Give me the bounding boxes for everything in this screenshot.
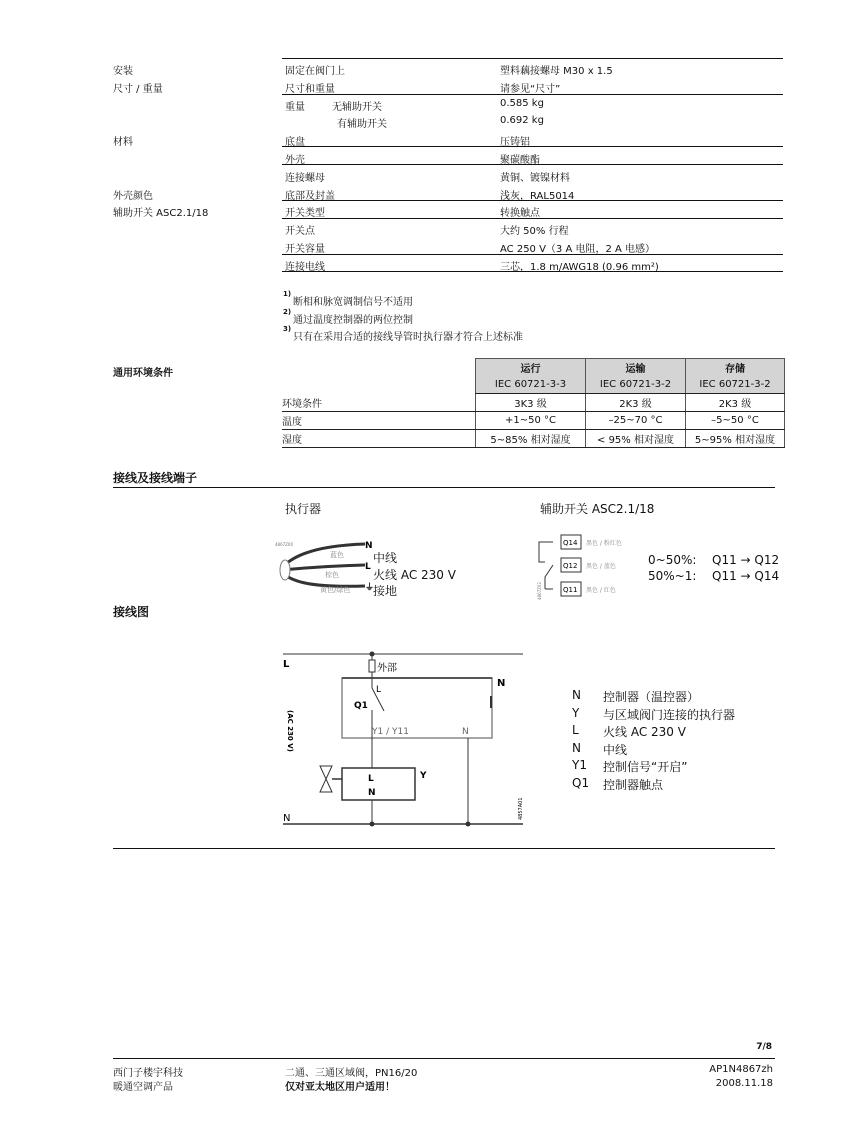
footer-date: 2008.11.18 [715,1078,773,1089]
terminal-Y1: Y1 / Y11 [372,727,409,737]
env-std: IEC 60721-3-2 [686,376,785,394]
terminal-label: Q14 [563,539,578,547]
terminal-label: L [365,562,371,572]
actuator-Y: Y [420,771,427,781]
env-table [282,358,785,448]
switch-map: Q11 → Q12 [712,553,780,567]
terminal-label: Q12 [563,562,578,570]
spec-item: 底盘 [285,137,305,149]
env-row-label: 环境条件 [282,394,476,412]
line-L: L [283,659,290,670]
controller-N: N [497,678,506,689]
wire-color: 黑色 / 红色 [586,587,616,594]
footer-docno: AP1N4867zh [709,1064,773,1075]
switch-range: 50%~1: [648,569,697,583]
figure-code: 4857A01 [518,797,524,820]
spec-subitem: 无辅助开关 [332,101,382,113]
footnote-text: 通过温度控制器的两位控制 [293,314,413,326]
footnote-mark: 2) [283,307,292,316]
spec-category: 辅助开关 ASC2.1/18 [113,208,209,220]
spec-item: 开关容量 [285,244,325,255]
section-heading-terminals: 接线及接线端子 [113,471,198,485]
env-col-operation: 运行 [476,359,586,377]
env-cell: –25~70 °C [586,412,686,430]
spec-value: 0.692 kg [500,115,544,127]
spec-value: 大约 50% 行程 [500,226,569,238]
spec-item: 底部及封盖 [285,190,335,202]
rule [282,58,783,59]
wire-color: 黑色 / 蓝色 [586,563,616,570]
figure-code: 4867Z00 [275,542,294,547]
footnote-text: 断相和脉宽调制信号不适用 [293,297,413,308]
env-std: IEC 60721-3-2 [586,376,686,394]
wire-color: 黑色 / 粉红色 [586,540,622,547]
aux-switch-title: 辅助开关 ASC2.1/18 [540,502,655,516]
legend-key: Q1 [572,775,590,790]
legend-key: Y [572,705,580,720]
legend-value: 控制器（温控器） [603,690,700,704]
env-col-storage: 存储 [686,359,785,377]
footer-rule [113,1058,775,1059]
switch-range: 0~50%: [648,553,697,567]
spec-value: 压铸铝 [500,137,530,149]
env-cell: 5~95% 相对湿度 [686,430,785,448]
env-row-label: 温度 [282,412,476,430]
legend-value: 中线 [603,742,628,757]
spec-value: 0.585 kg [500,97,544,109]
env-col-transport: 运输 [586,359,686,377]
terminal-label: Q11 [563,586,578,594]
env-cell: 5~85% 相对湿度 [476,430,586,448]
spec-category: 安装 [113,66,133,77]
spec-category: 材料 [113,137,133,149]
figure-code: 4867Z02 [537,581,542,600]
wire-color: 黄色/绿色 [320,586,351,594]
footnote-mark: 1) [283,290,292,298]
legend-value: 控制信号“开启” [603,760,688,774]
external-label: 外部 [377,663,397,674]
footer-division: 暖通空调产品 [113,1082,173,1093]
env-std: IEC 60721-3-3 [476,376,586,394]
spec-item: 固定在阀门上 [285,66,345,77]
env-cell: 2K3 级 [686,394,785,412]
env-cell: < 95% 相对湿度 [586,430,686,448]
spec-item: 重量 [285,101,305,113]
env-cell: 2K3 级 [586,394,686,412]
terminal-label: N [365,541,373,551]
wire-color: 棕色 [325,571,339,579]
legend-key: N [572,688,581,702]
legend-key: N [572,740,581,755]
rule [113,487,775,488]
legend-value: 与区域阀门连接的执行器 [603,707,736,722]
actuator-title: 执行器 [285,502,322,516]
wire-label: 中线 [373,551,398,565]
spec-value: 黄铜、镀镍材料 [500,172,570,184]
legend-value: 控制器触点 [603,777,664,792]
footer-product: 二通、三通区域阀，PN16/20 [285,1068,418,1079]
actuator-L: L [368,774,374,784]
wire-label: 火线 AC 230 V [373,568,456,582]
legend-value: 火线 AC 230 V [603,725,686,739]
actuator-cable-diagram [275,540,375,600]
footer-company: 西门子楼宇科技 [113,1068,183,1079]
actuator-N: N [368,788,376,798]
spec-category: 外壳颜色 [113,190,153,202]
legend-key: Y1 [572,758,587,772]
spec-subitem: 有辅助开关 [337,119,387,131]
spec-value: 三芯，1.8 m/AWG18 (0.96 mm²) [500,261,659,273]
legend-key: L [572,723,579,737]
env-cell: +1~50 °C [476,412,586,430]
spec-item: 连接螺母 [285,172,325,184]
footer-notice: 仅对亚太地区用户适用！ [285,1082,395,1093]
page-number: 7/8 [756,1042,772,1052]
env-row-label: 湿度 [282,430,476,448]
spec-value: 塑料藕接螺母 M30 x 1.5 [500,66,613,77]
contact-L: L [376,685,382,695]
section-heading-wiring: 接线图 [113,605,150,619]
spec-value: 浅灰，RAL5014 [500,190,575,202]
footnote-text: 只有在采用合适的接线导管时执行器才符合上述标准 [293,332,523,343]
footnote-mark: 3) [283,325,292,333]
spec-value: 聚碳酸酯 [500,155,540,166]
voltage-label: (AC 230 V) [286,710,294,752]
spec-value: 转换触点 [500,208,540,220]
env-cell: –5~50 °C [686,412,785,430]
spec-value: 请参见“尺寸” [500,83,561,95]
spec-item: 开关类型 [285,208,325,220]
env-cell: 3K3 级 [476,394,586,412]
terminal-N: N [462,727,469,737]
wire-label: 接地 [373,584,398,598]
wiring-diagram [270,640,530,840]
rule [113,848,775,849]
wire-color: 蓝色 [330,551,344,559]
rule [282,146,783,147]
spec-item: 开关点 [285,226,315,238]
spec-category: 尺寸 / 重量 [113,83,163,95]
spec-item: 外壳 [285,155,305,166]
spec-item: 尺寸和重量 [285,83,335,95]
ground-icon: ⏚ [365,583,375,593]
aux-switch-diagram [535,532,645,602]
env-title: 通用环境条件 [113,368,173,379]
spec-item: 连接电线 [285,261,325,273]
switch-map: Q11 → Q14 [712,569,780,583]
line-N: N [283,813,291,824]
contact-Q1: Q1 [354,701,368,711]
spec-value: AC 250 V（3 A 电阻，2 A 电感） [500,244,656,255]
